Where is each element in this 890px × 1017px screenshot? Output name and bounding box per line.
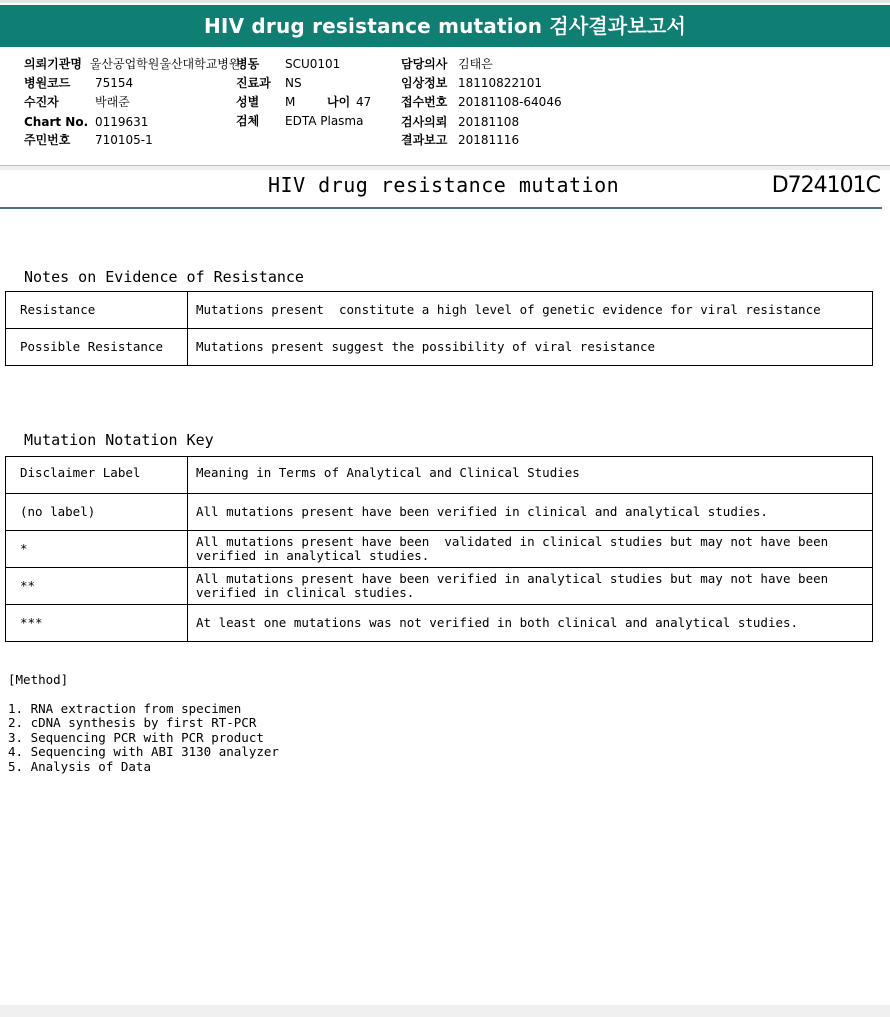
field-specimen [236,113,363,129]
id-no-label: 주민번호 [24,133,71,147]
institution-value: 울산공업학원울산대학교병원 [89,57,241,71]
table-header-row [6,457,873,494]
report-date-value: 20181116 [458,133,520,147]
method-step: 4. Sequencing with ABI 3130 analyzer [8,744,279,759]
field-id-no [24,132,153,148]
header-disclaimer-label: Disclaimer Label [6,457,188,494]
header-meaning: Meaning in Terms of Analytical and Clinical Studies [188,457,873,494]
title-rule [0,207,882,209]
evidence-table [5,291,873,366]
age-label: 나이 [327,95,351,109]
doctor-label: 담당의사 [401,57,448,71]
notation-meaning: At least one mutations was not verified in both clinical and analytical studies. [188,605,873,642]
table-row [6,531,873,568]
recipient-label: 수진자 [24,95,59,109]
method-step: 2. cDNA synthesis by first RT-PCR [8,715,257,730]
field-age [327,94,371,110]
method-step: 1. RNA extraction from specimen [8,700,242,716]
notation-label: (no label) [6,494,188,531]
method-step: 5. Analysis of Data [8,758,151,774]
field-chart-no [24,114,148,130]
clinical-info-label: 임상정보 [401,76,448,90]
method-spacer [8,688,279,702]
table-row [6,568,873,605]
table-row [6,494,873,531]
chart-no-label: Chart No. [24,115,89,129]
notation-table [5,456,873,642]
field-ward [236,56,340,72]
notation-label: ** [6,568,188,605]
report-banner [0,5,890,47]
notation-meaning: All mutations present have been verified in clinical and analytical studies. [188,494,873,531]
notation-section-title: Mutation Notation Key [24,431,214,449]
institution-label: 의뢰기관명 [24,57,82,71]
field-clinical-info [401,75,542,91]
bottom-band [0,1005,890,1017]
specimen-value: EDTA Plasma [285,114,364,128]
ward-label: 병동 [236,57,260,71]
field-department [236,75,302,91]
top-rule [0,0,890,3]
department-value: NS [285,76,302,90]
evidence-term: Possible Resistance [6,329,188,366]
id-no-value: 710105-1 [95,133,153,147]
evidence-meaning: Mutations present constitute a high level of genetic evidence for viral resistance [188,292,873,329]
sex-label: 성별 [236,95,260,109]
clinical-info-value: 18110822101 [458,76,542,90]
request-date-label: 검사의뢰 [401,115,448,129]
receipt-no-label: 접수번호 [401,95,448,109]
evidence-meaning: Mutations present suggest the possibility of viral resistance [188,329,873,366]
method-title: [Method] [8,672,69,687]
request-date-value: 20181108 [458,115,520,129]
method-section [8,673,279,774]
document-title: HIV drug resistance mutation [268,173,620,197]
receipt-no-value: 20181108-64046 [458,95,562,109]
evidence-section-title: Notes on Evidence of Resistance [24,268,304,286]
notation-label: *** [6,605,188,642]
notation-meaning: All mutations present have been validated in clinical studies but may not have been verified in analytical studies. [188,531,873,568]
hospital-code-value: 75154 [95,76,134,90]
field-institution [24,56,241,72]
report-date-label: 결과보고 [401,133,448,147]
field-receipt-no [401,94,562,110]
field-recipient [24,94,130,110]
evidence-term: Resistance [6,292,188,329]
recipient-value: 박래준 [95,95,130,109]
doctor-value: 김태은 [458,57,493,71]
field-hospital-code [24,75,133,91]
field-doctor [401,56,493,72]
method-step: 3. Sequencing PCR with PCR product [8,729,264,745]
notation-meaning: All mutations present have been verified in analytical studies but may not have been verified in clinical studies. [188,568,873,605]
table-row [6,329,873,366]
field-sex [236,94,295,110]
department-label: 진료과 [236,76,271,90]
document-code: D724101C [771,173,880,198]
field-request-date [401,114,519,130]
hospital-code-label: 병원코드 [24,76,71,90]
notation-label: * [6,531,188,568]
table-row [6,292,873,329]
ward-value: SCU0101 [285,57,341,71]
banner-title: HIV drug resistance mutation 검사결과보고서 [203,14,687,38]
age-value: 47 [356,95,372,109]
section-separator [0,166,890,170]
patient-info-panel [0,50,890,166]
sex-value: M [285,95,296,109]
chart-no-value: 0119631 [95,115,149,129]
table-row [6,605,873,642]
field-report-date [401,132,519,148]
specimen-label: 검체 [236,114,260,128]
